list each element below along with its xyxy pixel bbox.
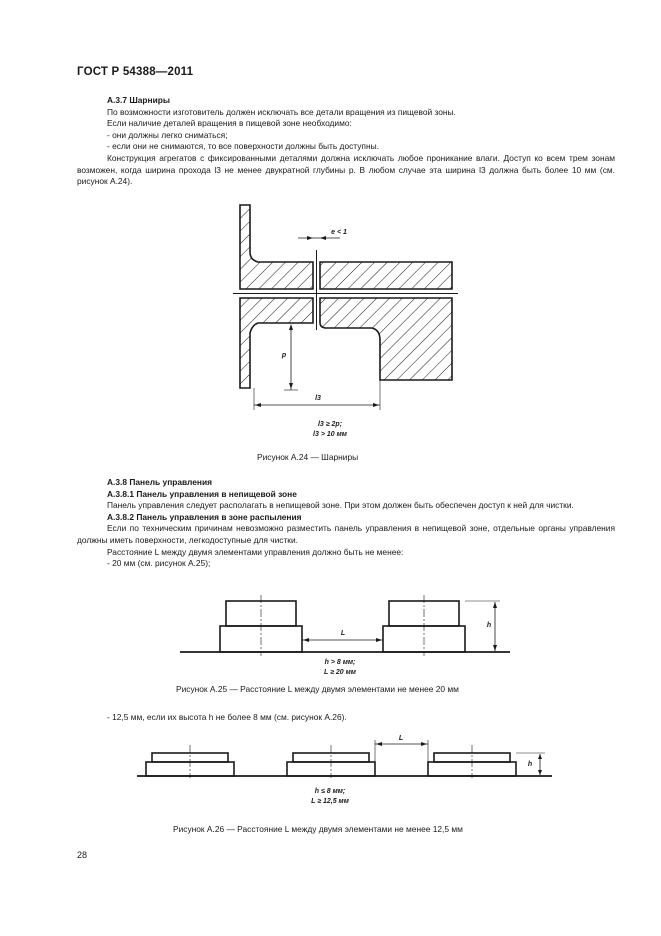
condition-2: l3 > 10 мм: [313, 431, 347, 438]
list-item: - 12,5 мм, если их высота h не более 8 мм (см. рисунок А.26).: [107, 712, 347, 722]
paragraph: По возможности изготовитель должен исключать все детали вращения из пищевой зоны.: [107, 106, 456, 117]
paragraph: Расстояние L между двумя элементами управления должно быть не менее:: [107, 546, 404, 557]
label-L: L: [340, 630, 346, 637]
paragraph: Конструкция агрегатов с фиксированными деталями должна исключать любое проникание влаги. Доступ ко всем трем зонам возможен, когда ширина прохода l3 не менее двукратной глубины p. В любом случае эта ширина l3 должна быть более 10 мм (см. рисунок А.24).: [77, 152, 615, 187]
figure-caption: Рисунок А.25 — Расстояние L между двумя элементами не менее 20 мм: [176, 684, 459, 694]
paragraph: Панель управления следует располагать в непищевой зоне. При этом должен быть обеспечен доступ к ней для чистки.: [107, 500, 574, 511]
label-L: L: [398, 735, 404, 742]
label-l3: l3: [315, 395, 321, 402]
condition-1: h > 8 мм;: [324, 659, 356, 666]
page-number: 28: [77, 850, 88, 860]
list-item: - они должны легко сниматься;: [107, 129, 228, 140]
list-item: - 20 мм (см. рисунок А.25);: [107, 558, 211, 569]
subsection-heading: А.3.8.2 Панель управления в зоне распыления: [107, 511, 302, 522]
condition-2: L ≥ 20 мм: [324, 669, 356, 676]
section-heading: А.3.7 Шарниры: [107, 95, 171, 105]
section-a37: [77, 95, 615, 188]
list-block: [77, 712, 615, 724]
condition-2: L ≥ 12,5 мм: [311, 798, 349, 805]
section-a38: [77, 477, 615, 570]
section-heading: А.3.8 Панель управления: [107, 477, 213, 487]
paragraph: Если по техническим причинам невозможно разместить панель управления в непищевой зоне, отдельные органы управления должны иметь поверхности, легкодоступные для чистки.: [77, 523, 615, 545]
document-header: ГОСТ Р 54388—2011: [77, 66, 194, 78]
condition-1: h ≤ 8 мм;: [314, 788, 346, 795]
condition-1: l3 ≥ 2p;: [317, 421, 343, 428]
subsection-heading: А.3.8.1 Панель управления в непищевой зоне: [107, 488, 297, 499]
label-h: h: [527, 761, 533, 768]
list-item: - если они не снимаются, то все поверхности должны быть доступны.: [107, 141, 379, 152]
label-p: p: [281, 352, 287, 359]
figure-caption: Рисунок А.24 — Шарниры: [257, 452, 359, 462]
figure-a26-control-elements: [130, 735, 555, 780]
figure-caption: Рисунок А.26 — Расстояние L между двумя элементами не менее 12,5 мм: [173, 824, 463, 834]
figure-a25-control-elements: [175, 592, 515, 657]
label-h: h: [486, 622, 492, 629]
label-e: e < 1: [331, 229, 347, 236]
paragraph: Если наличие деталей вращения в пищевой зоне необходимо:: [107, 118, 352, 129]
